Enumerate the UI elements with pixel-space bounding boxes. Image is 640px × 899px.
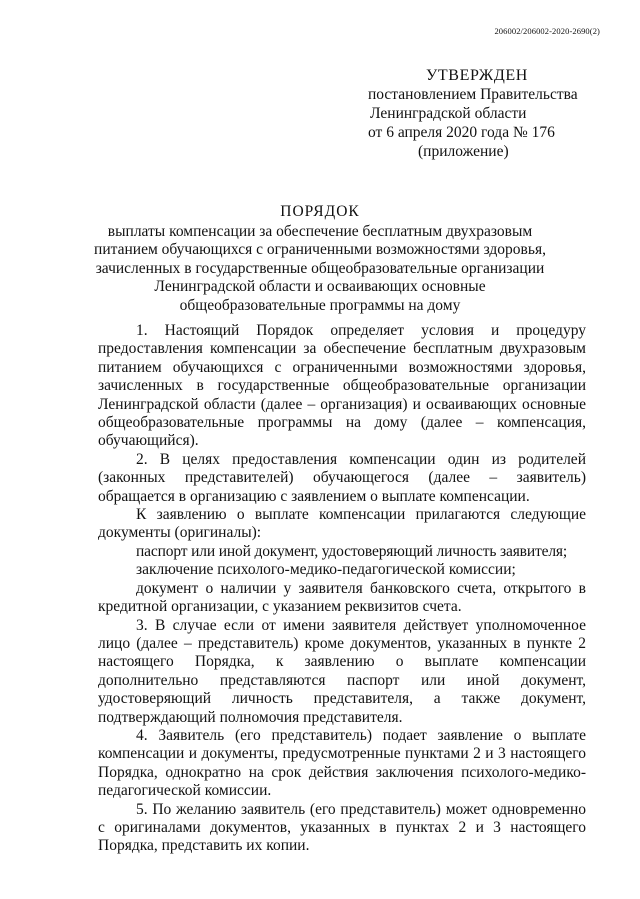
approval-line: от 6 апреля 2020 года № 176 — [368, 124, 555, 141]
document-title: ПОРЯДОК — [280, 203, 360, 220]
approval-line: постановлением Правительства — [368, 86, 578, 103]
paragraph-2: 2. В целях предоставления компенсации один из родителей (законных представителей) обучающегося (далее – заявитель) обращается в организацию с заявлением о выплате компенсации. — [98, 450, 586, 505]
document-body — [98, 322, 586, 856]
approval-line: Ленинградской области — [370, 105, 527, 122]
list-item-commission: заключение психолого-медико-педагогической комиссии; — [136, 561, 516, 579]
paragraph-1: 1. Настоящий Порядок определяет условия и процедуру предоставления компенсации за обеспечение бесплатным двухразовым питанием обучающихся с ограниченными возможностями здоровья, зачисленных в государственные общеобразовательные организации Ленинградской области (далее – организация) и осваивающих основные общеобразовательные программы на дому (далее – компенсация, обучающийся). — [98, 322, 586, 450]
document-subtitle-line: общеобразовательные программы на дому — [179, 296, 461, 314]
document-subtitle-line: зачисленных в государственные общеобразовательные организации — [95, 259, 545, 277]
document-subtitle-line: питанием обучающихся с ограниченными возможностями здоровья, — [94, 241, 546, 259]
document-subtitle-line: Ленинградской области и осваивающих основные — [154, 278, 486, 296]
approval-title: УТВЕРЖДЕН — [426, 67, 528, 84]
approval-line: (приложение) — [418, 143, 509, 160]
list-item-passport: паспорт или иной документ, удостоверяющий личность заявителя; — [136, 542, 568, 560]
list-item-bank-account: документ о наличии у заявителя банковского счета, открытого в кредитной организации, с указанием реквизитов счета. — [98, 579, 586, 616]
document-title-block — [60, 203, 580, 316]
paragraph-5: 5. По желанию заявитель (его представитель) может одновременно с оригиналами документов, указанных в пунктах 2 и 3 настоящего Порядка, представить их копии. — [98, 800, 586, 855]
paragraph-4: 4. Заявитель (его представитель) подает заявление о выплате компенсации и документы, предусмотренные пунктами 2 и 3 настоящего Порядка, однократно на срок действия заключения психолого-медико-педагогической комиссии. — [98, 726, 586, 800]
paragraph-documents-intro: К заявлению о выплате компенсации прилагаются следующие документы (оригиналы): — [98, 506, 586, 542]
paragraph-3: 3. В случае если от имени заявителя действует уполномоченное лицо (далее – представитель) кроме документов, указанных в пункте 2 настоящего Порядка, к заявлению о выплате компенсации дополнительно представляются паспорт или иной документ, удостоверяющий личность представителя, а также документ, подтверждающий полномочия представителя. — [98, 616, 586, 726]
approval-stamp-block — [352, 66, 582, 161]
document-number: 206002/206002-2020-2690(2) — [494, 26, 600, 36]
document-subtitle-line: выплаты компенсации за обеспечение бесплатным двухразовым — [107, 222, 533, 240]
